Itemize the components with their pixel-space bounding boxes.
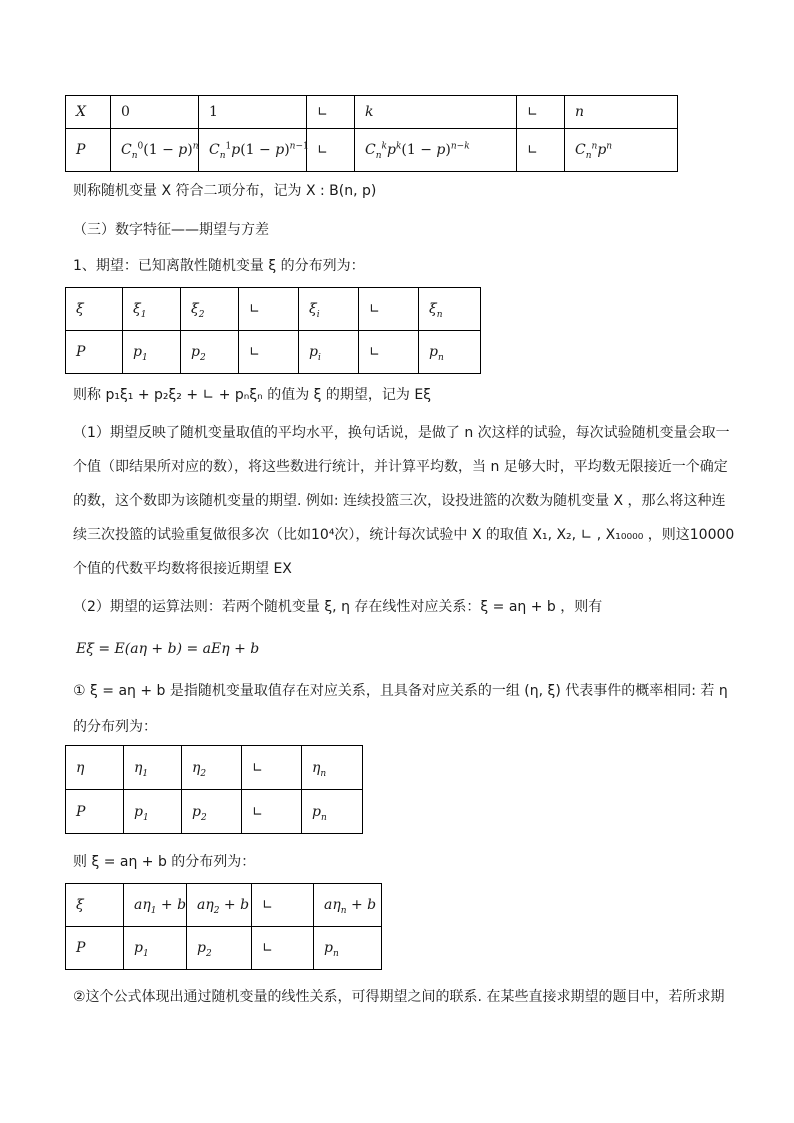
table-cell: ∟ [239,331,299,374]
linear-distribution-table [65,883,382,970]
table-cell: 0 [111,96,199,129]
table-cell: ∟ [307,129,355,172]
table-header-row [66,96,678,129]
table-cell: ∟ [242,746,302,790]
table-cell: ∟ [359,288,419,331]
table-row [66,927,382,970]
table-cell: $C_n^np^n$ [565,129,678,172]
paragraph-line: 个值的代数平均数将很接近期望 EX [73,561,292,577]
table-cell: P [66,790,124,834]
table-cell: $p_1$ [123,331,181,374]
expectation-formula: Eξ = E(aη + b) = aEη + b [76,641,260,657]
table-cell: k [355,96,517,129]
table-cell: ∟ [307,96,355,129]
paragraph-line: （1）期望反映了随机变量取值的平均水平，换句话说，是做了 n 次这样的试验，每次试验随机变量会取一 [73,425,730,441]
operation-rule: （2）期望的运算法则：若两个随机变量 ξ, η 存在线性对应关系：ξ = aη + b ，则有 [73,599,603,615]
paragraph-line: 的数，这个数即为该随机变量的期望. 例如: 连续投篮三次，设投进篮的次数为随机变量 X ，那么将这种连 [73,493,726,509]
table-cell: $p_n$ [302,790,363,834]
table-cell: $\xi_1$ [123,288,181,331]
table-cell: $p_2$ [181,331,239,374]
table-cell: P [66,129,111,172]
table-cell: $\eta_2$ [182,746,242,790]
table-cell: ∟ [252,927,314,970]
table-cell: $p_n$ [419,331,481,374]
table-cell: ∟ [252,884,314,927]
table-cell: n [565,96,678,129]
table-cell: $C_n^1p(1 - p)^{n-1}$ [199,129,307,172]
table-cell: $p_i$ [299,331,359,374]
table-cell: ∟ [359,331,419,374]
table-header-row [66,746,363,790]
table-row [66,790,363,834]
table-cell: X [66,96,111,129]
binomial-definition: 则称随机变量 X 符合二项分布，记为 X : B(n, p) [73,183,377,199]
table-cell: $p_2$ [182,790,242,834]
eta-distribution-table [65,745,363,834]
table-cell: ξ [66,884,124,927]
table-cell: η [66,746,124,790]
then-distribution: 则 ξ = aη + b 的分布列为： [73,854,256,870]
xi-distribution-table [65,287,481,374]
table-row [66,129,678,172]
paragraph-line: 个值（即结果所对应的数），将这些数进行统计，并计算平均数，当 n 足够大时，平均数无限接近一个确定 [73,459,728,475]
point-one-line: 的分布列为： [73,719,157,735]
table-cell: $C_n^0(1 - p)^n$ [111,129,199,172]
paragraph-line: 续三次投篮的试验重复做很多次（比如10⁴次），统计每次试验中 X 的取值 X₁, X₂, ∟ , X₁₀₀₀₀ ，则这10000 [73,527,735,543]
table-cell: $a\eta_n + b$ [314,884,382,927]
expectation-intro: 1、期望：已知离散性随机变量 ξ 的分布列为： [73,258,365,274]
point-two-line: ②这个公式体现出通过随机变量的线性关系，可得期望之间的联系. 在某些直接求期望的题目中，若所求期 [73,989,725,1005]
expectation-definition: 则称 p₁ξ₁ + p₂ξ₂ + ∟ + pₙξₙ 的值为 ξ 的期望，记为 Eξ [73,387,432,403]
table-header-row [66,288,481,331]
table-cell: $p_n$ [314,927,382,970]
binomial-distribution-table [65,95,678,172]
table-cell: $\xi_2$ [181,288,239,331]
table-cell: $a\eta_1 + b$ [124,884,187,927]
section-heading: （三）数字特征——期望与方差 [73,222,269,238]
table-cell: $\xi_i$ [299,288,359,331]
table-cell: $p_2$ [187,927,252,970]
table-cell: ∟ [239,288,299,331]
table-cell: ∟ [242,790,302,834]
table-cell: $\eta_1$ [124,746,182,790]
table-cell: $C_n^kp^k(1 - p)^{n-k}$ [355,129,517,172]
table-cell: $a\eta_2 + b$ [187,884,252,927]
table-header-row [66,884,382,927]
table-cell: 1 [199,96,307,129]
table-cell: ∟ [517,96,565,129]
table-row [66,331,481,374]
table-cell: $p_1$ [124,927,187,970]
table-cell: $\eta_n$ [302,746,363,790]
table-cell: $\xi_n$ [419,288,481,331]
point-one-line: ① ξ = aη + b 是指随机变量取值存在对应关系，且具备对应关系的一组 (η, ξ) 代表事件的概率相同: 若 η [73,683,728,699]
table-cell: P [66,927,124,970]
table-cell: P [66,331,123,374]
table-cell: $p_1$ [124,790,182,834]
table-cell: ∟ [517,129,565,172]
table-cell: ξ [66,288,123,331]
